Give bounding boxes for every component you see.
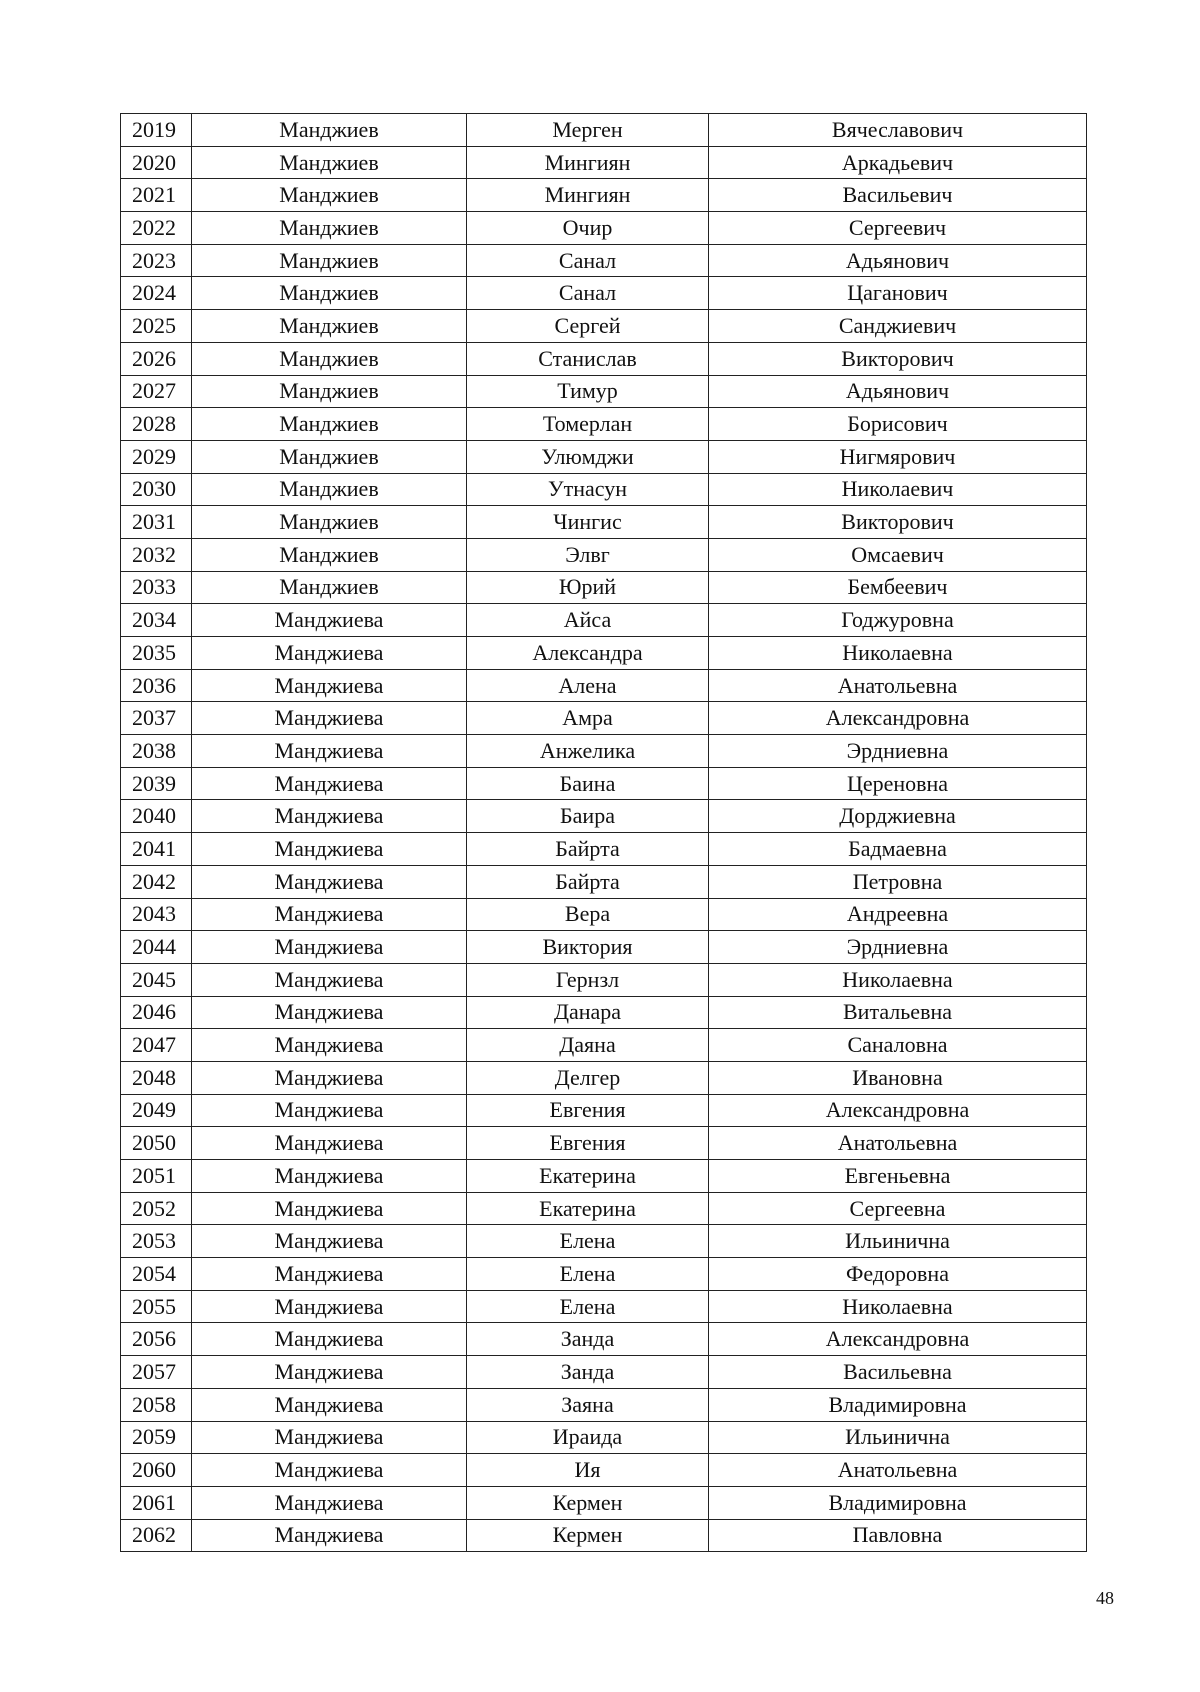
patronymic-cell: Владимировна	[709, 1486, 1087, 1519]
first-name-cell: Ия	[467, 1454, 709, 1487]
patronymic-cell: Вячеславович	[709, 114, 1087, 147]
first-name-cell: Виктория	[467, 931, 709, 964]
first-name-cell: Байрта	[467, 833, 709, 866]
patronymic-cell: Санджиевич	[709, 310, 1087, 343]
table-row	[121, 1192, 1087, 1225]
patronymic-cell: Николаевич	[709, 473, 1087, 506]
last-name-cell: Манджиев	[192, 506, 467, 539]
table-row	[121, 1258, 1087, 1291]
patronymic-cell: Николаевна	[709, 637, 1087, 670]
patronymic-cell: Анатольевна	[709, 1454, 1087, 1487]
last-name-cell: Манджиева	[192, 1225, 467, 1258]
row-number-cell: 2052	[121, 1192, 192, 1225]
row-number-cell: 2031	[121, 506, 192, 539]
last-name-cell: Манджиев	[192, 244, 467, 277]
first-name-cell: Амра	[467, 702, 709, 735]
table-row	[121, 1290, 1087, 1323]
table-row	[121, 767, 1087, 800]
table-row	[121, 1029, 1087, 1062]
patronymic-cell: Викторович	[709, 506, 1087, 539]
patronymic-cell: Николаевна	[709, 1290, 1087, 1323]
first-name-cell: Анжелика	[467, 735, 709, 768]
patronymic-cell: Годжуровна	[709, 604, 1087, 637]
table-row	[121, 800, 1087, 833]
names-table-body	[121, 114, 1087, 1552]
row-number-cell: 2054	[121, 1258, 192, 1291]
row-number-cell: 2055	[121, 1290, 192, 1323]
first-name-cell: Ираида	[467, 1421, 709, 1454]
table-row	[121, 604, 1087, 637]
row-number-cell: 2062	[121, 1519, 192, 1552]
first-name-cell: Алена	[467, 669, 709, 702]
table-row	[121, 571, 1087, 604]
last-name-cell: Манджиева	[192, 702, 467, 735]
first-name-cell: Улюмджи	[467, 440, 709, 473]
first-name-cell: Байрта	[467, 865, 709, 898]
row-number-cell: 2051	[121, 1160, 192, 1193]
patronymic-cell: Аркадьевич	[709, 146, 1087, 179]
first-name-cell: Тимур	[467, 375, 709, 408]
last-name-cell: Манджиев	[192, 212, 467, 245]
table-row	[121, 1094, 1087, 1127]
names-table	[120, 113, 1087, 1552]
row-number-cell: 2038	[121, 735, 192, 768]
last-name-cell: Манджиева	[192, 1323, 467, 1356]
first-name-cell: Евгения	[467, 1127, 709, 1160]
last-name-cell: Манджиев	[192, 114, 467, 147]
first-name-cell: Гернзл	[467, 963, 709, 996]
patronymic-cell: Александровна	[709, 702, 1087, 735]
row-number-cell: 2037	[121, 702, 192, 735]
row-number-cell: 2023	[121, 244, 192, 277]
table-row	[121, 1421, 1087, 1454]
last-name-cell: Манджиев	[192, 342, 467, 375]
table-row	[121, 277, 1087, 310]
first-name-cell: Томерлан	[467, 408, 709, 441]
table-row	[121, 1160, 1087, 1193]
last-name-cell: Манджиева	[192, 1421, 467, 1454]
table-row	[121, 146, 1087, 179]
first-name-cell: Евгения	[467, 1094, 709, 1127]
row-number-cell: 2033	[121, 571, 192, 604]
last-name-cell: Манджиева	[192, 1454, 467, 1487]
patronymic-cell: Сергеевич	[709, 212, 1087, 245]
first-name-cell: Александра	[467, 637, 709, 670]
last-name-cell: Манджиев	[192, 375, 467, 408]
first-name-cell: Станислав	[467, 342, 709, 375]
table-row	[121, 898, 1087, 931]
row-number-cell: 2028	[121, 408, 192, 441]
last-name-cell: Манджиева	[192, 1290, 467, 1323]
last-name-cell: Манджиева	[192, 1127, 467, 1160]
table-row	[121, 963, 1087, 996]
last-name-cell: Манджиев	[192, 146, 467, 179]
first-name-cell: Утнасун	[467, 473, 709, 506]
row-number-cell: 2036	[121, 669, 192, 702]
patronymic-cell: Александровна	[709, 1323, 1087, 1356]
row-number-cell: 2041	[121, 833, 192, 866]
table-row	[121, 931, 1087, 964]
table-row	[121, 179, 1087, 212]
first-name-cell: Элвг	[467, 538, 709, 571]
last-name-cell: Манджиева	[192, 963, 467, 996]
patronymic-cell: Адьянович	[709, 375, 1087, 408]
last-name-cell: Манджиева	[192, 996, 467, 1029]
table-row	[121, 114, 1087, 147]
patronymic-cell: Викторович	[709, 342, 1087, 375]
table-row	[121, 212, 1087, 245]
last-name-cell: Манджиев	[192, 179, 467, 212]
table-row	[121, 1519, 1087, 1552]
first-name-cell: Юрий	[467, 571, 709, 604]
last-name-cell: Манджиева	[192, 637, 467, 670]
first-name-cell: Вера	[467, 898, 709, 931]
table-row	[121, 506, 1087, 539]
patronymic-cell: Омсаевич	[709, 538, 1087, 571]
table-row	[121, 637, 1087, 670]
last-name-cell: Манджиева	[192, 1160, 467, 1193]
table-row	[121, 1225, 1087, 1258]
table-row	[121, 1323, 1087, 1356]
last-name-cell: Манджиев	[192, 571, 467, 604]
row-number-cell: 2021	[121, 179, 192, 212]
table-row	[121, 833, 1087, 866]
last-name-cell: Манджиева	[192, 735, 467, 768]
patronymic-cell: Анатольевна	[709, 1127, 1087, 1160]
patronymic-cell: Борисович	[709, 408, 1087, 441]
first-name-cell: Мингиян	[467, 179, 709, 212]
patronymic-cell: Бембеевич	[709, 571, 1087, 604]
patronymic-cell: Николаевна	[709, 963, 1087, 996]
row-number-cell: 2060	[121, 1454, 192, 1487]
patronymic-cell: Сергеевна	[709, 1192, 1087, 1225]
table-row	[121, 408, 1087, 441]
patronymic-cell: Петровна	[709, 865, 1087, 898]
first-name-cell: Занда	[467, 1323, 709, 1356]
row-number-cell: 2026	[121, 342, 192, 375]
table-row	[121, 1127, 1087, 1160]
table-row	[121, 244, 1087, 277]
table-row	[121, 1388, 1087, 1421]
row-number-cell: 2059	[121, 1421, 192, 1454]
patronymic-cell: Эрдниевна	[709, 735, 1087, 768]
row-number-cell: 2022	[121, 212, 192, 245]
first-name-cell: Занда	[467, 1356, 709, 1389]
row-number-cell: 2047	[121, 1029, 192, 1062]
row-number-cell: 2027	[121, 375, 192, 408]
patronymic-cell: Евгеньевна	[709, 1160, 1087, 1193]
first-name-cell: Мингиян	[467, 146, 709, 179]
row-number-cell: 2024	[121, 277, 192, 310]
last-name-cell: Манджиева	[192, 767, 467, 800]
last-name-cell: Манджиева	[192, 1192, 467, 1225]
row-number-cell: 2046	[121, 996, 192, 1029]
last-name-cell: Манджиев	[192, 440, 467, 473]
patronymic-cell: Саналовна	[709, 1029, 1087, 1062]
table-row	[121, 996, 1087, 1029]
row-number-cell: 2019	[121, 114, 192, 147]
table-row	[121, 702, 1087, 735]
last-name-cell: Манджиев	[192, 277, 467, 310]
last-name-cell: Манджиева	[192, 1519, 467, 1552]
last-name-cell: Манджиева	[192, 1061, 467, 1094]
last-name-cell: Манджиева	[192, 1094, 467, 1127]
first-name-cell: Айса	[467, 604, 709, 637]
last-name-cell: Манджиева	[192, 1029, 467, 1062]
row-number-cell: 2035	[121, 637, 192, 670]
patronymic-cell: Дорджиевна	[709, 800, 1087, 833]
row-number-cell: 2056	[121, 1323, 192, 1356]
last-name-cell: Манджиев	[192, 408, 467, 441]
patronymic-cell: Анатольевна	[709, 669, 1087, 702]
patronymic-cell: Федоровна	[709, 1258, 1087, 1291]
last-name-cell: Манджиева	[192, 800, 467, 833]
row-number-cell: 2039	[121, 767, 192, 800]
page-number: 48	[1096, 1588, 1114, 1608]
table-row	[121, 669, 1087, 702]
row-number-cell: 2032	[121, 538, 192, 571]
patronymic-cell: Владимировна	[709, 1388, 1087, 1421]
row-number-cell: 2042	[121, 865, 192, 898]
table-row	[121, 865, 1087, 898]
table-row	[121, 1356, 1087, 1389]
patronymic-cell: Нигмярович	[709, 440, 1087, 473]
last-name-cell: Манджиева	[192, 669, 467, 702]
first-name-cell: Делгер	[467, 1061, 709, 1094]
patronymic-cell: Васильевна	[709, 1356, 1087, 1389]
row-number-cell: 2044	[121, 931, 192, 964]
patronymic-cell: Бадмаевна	[709, 833, 1087, 866]
last-name-cell: Манджиева	[192, 833, 467, 866]
row-number-cell: 2045	[121, 963, 192, 996]
row-number-cell: 2053	[121, 1225, 192, 1258]
first-name-cell: Сергей	[467, 310, 709, 343]
row-number-cell: 2048	[121, 1061, 192, 1094]
row-number-cell: 2020	[121, 146, 192, 179]
first-name-cell: Кермен	[467, 1519, 709, 1552]
patronymic-cell: Цаганович	[709, 277, 1087, 310]
row-number-cell: 2034	[121, 604, 192, 637]
row-number-cell: 2058	[121, 1388, 192, 1421]
first-name-cell: Заяна	[467, 1388, 709, 1421]
last-name-cell: Манджиева	[192, 931, 467, 964]
patronymic-cell: Цереновна	[709, 767, 1087, 800]
last-name-cell: Манджиева	[192, 865, 467, 898]
table-row	[121, 1061, 1087, 1094]
first-name-cell: Очир	[467, 212, 709, 245]
first-name-cell: Данара	[467, 996, 709, 1029]
patronymic-cell: Александровна	[709, 1094, 1087, 1127]
row-number-cell: 2030	[121, 473, 192, 506]
patronymic-cell: Ильинична	[709, 1421, 1087, 1454]
last-name-cell: Манджиева	[192, 1388, 467, 1421]
table-row	[121, 1486, 1087, 1519]
row-number-cell: 2050	[121, 1127, 192, 1160]
last-name-cell: Манджиева	[192, 1258, 467, 1291]
row-number-cell: 2025	[121, 310, 192, 343]
table-row	[121, 1454, 1087, 1487]
row-number-cell: 2049	[121, 1094, 192, 1127]
patronymic-cell: Ильинична	[709, 1225, 1087, 1258]
last-name-cell: Манджиев	[192, 473, 467, 506]
table-row	[121, 538, 1087, 571]
row-number-cell: 2040	[121, 800, 192, 833]
last-name-cell: Манджиева	[192, 604, 467, 637]
first-name-cell: Даяна	[467, 1029, 709, 1062]
patronymic-cell: Павловна	[709, 1519, 1087, 1552]
patronymic-cell: Васильевич	[709, 179, 1087, 212]
patronymic-cell: Ивановна	[709, 1061, 1087, 1094]
first-name-cell: Екатерина	[467, 1160, 709, 1193]
patronymic-cell: Андреевна	[709, 898, 1087, 931]
last-name-cell: Манджиев	[192, 538, 467, 571]
first-name-cell: Санал	[467, 277, 709, 310]
row-number-cell: 2057	[121, 1356, 192, 1389]
patronymic-cell: Адьянович	[709, 244, 1087, 277]
first-name-cell: Кермен	[467, 1486, 709, 1519]
row-number-cell: 2043	[121, 898, 192, 931]
last-name-cell: Манджиев	[192, 310, 467, 343]
patronymic-cell: Витальевна	[709, 996, 1087, 1029]
table-row	[121, 473, 1087, 506]
last-name-cell: Манджиева	[192, 898, 467, 931]
first-name-cell: Мерген	[467, 114, 709, 147]
first-name-cell: Елена	[467, 1258, 709, 1291]
last-name-cell: Манджиева	[192, 1486, 467, 1519]
table-row	[121, 342, 1087, 375]
first-name-cell: Екатерина	[467, 1192, 709, 1225]
patronymic-cell: Эрдниевна	[709, 931, 1087, 964]
table-row	[121, 375, 1087, 408]
first-name-cell: Елена	[467, 1225, 709, 1258]
table-row	[121, 310, 1087, 343]
table-row	[121, 440, 1087, 473]
row-number-cell: 2061	[121, 1486, 192, 1519]
first-name-cell: Баина	[467, 767, 709, 800]
first-name-cell: Баира	[467, 800, 709, 833]
table-row	[121, 735, 1087, 768]
first-name-cell: Санал	[467, 244, 709, 277]
first-name-cell: Елена	[467, 1290, 709, 1323]
first-name-cell: Чингис	[467, 506, 709, 539]
last-name-cell: Манджиева	[192, 1356, 467, 1389]
row-number-cell: 2029	[121, 440, 192, 473]
